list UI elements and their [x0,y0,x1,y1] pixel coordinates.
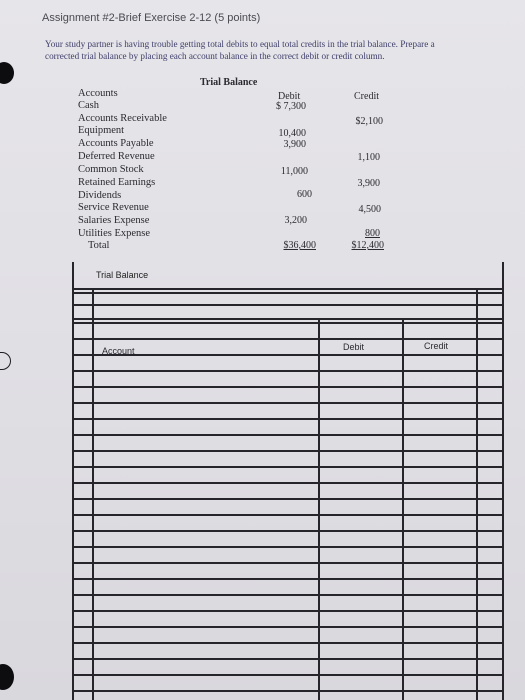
grid-line [72,288,504,290]
tb-credit-total: $12,400 [351,240,384,251]
grid-line [72,626,504,628]
grid-line [72,292,504,294]
answer-worksheet-grid [72,262,504,700]
grid-line [72,690,504,692]
grid-line [72,322,504,324]
instructions-line-1: Your study partner is having trouble getting total debits to equal total credits in the trial balance. Prepare a [45,39,435,49]
grid-line [72,498,504,500]
tb-credit-retained-earnings: 3,900 [357,178,380,189]
binder-hole-bottom [0,664,14,690]
grid-line [72,386,504,388]
grid-line [72,354,504,356]
grid-line [72,594,504,596]
grid-line [72,546,504,548]
instructions-line-2: corrected trial balance by placing each account balance in the correct debit or credit column. [45,51,385,61]
debit-header: Debit [278,91,301,102]
credit-header: Credit [354,91,379,102]
tb-account-dividends: Dividends [78,190,122,201]
tb-debit-dividends: 600 [297,189,312,200]
grid-line [72,370,504,372]
tb-account-utilities-expense: Utilities Expense [78,228,151,239]
instructions [45,38,517,62]
tb-debit-equipment: 10,400 [278,128,306,139]
accounts-header: Accounts [78,88,118,99]
tb-account-cash: Cash [78,100,99,111]
grid-line [72,450,504,452]
tb-account-service-revenue: Service Revenue [78,202,149,213]
grid-line [72,514,504,516]
grid-line [72,530,504,532]
tb-credit-deferred-revenue: 1,100 [357,152,380,163]
tb-account-total: Total [88,240,110,251]
tb-account-accounts-receivable: Accounts Receivable [78,113,167,124]
worksheet-account-header: Account [102,346,135,356]
grid-line [72,610,504,612]
grid-line [72,642,504,644]
grid-line [72,434,504,436]
grid-line [72,658,504,660]
trial-balance-title: Trial Balance [200,77,258,88]
grid-line [72,466,504,468]
worksheet-credit-header: Credit [424,341,449,351]
tb-credit-service-revenue: 4,500 [358,204,381,215]
grid-border-right [502,262,504,700]
tb-debit-cash: $ 7,300 [276,101,306,112]
tb-credit-utilities-expense: 800 [365,228,380,239]
grid-line [72,562,504,564]
tb-credit-accounts-receivable: $2,100 [355,116,383,127]
binder-hole-top [0,62,14,84]
tb-debit-accounts-payable: 3,900 [283,139,306,150]
worksheet-debit-header: Debit [343,342,365,352]
grid-line [72,304,504,306]
tb-account-salaries-expense: Salaries Expense [78,215,150,226]
tb-debit-salaries-expense: 3,200 [284,215,307,226]
assignment-heading: Assignment #2-Brief Exercise 2-12 (5 points) [42,12,261,24]
tb-account-accounts-payable: Accounts Payable [78,138,154,149]
grid-line [72,338,504,340]
grid-line [72,482,504,484]
tb-account-equipment: Equipment [78,125,125,136]
tb-debit-total: $36,400 [283,240,316,251]
tb-account-common-stock: Common Stock [78,164,144,175]
grid-line [72,674,504,676]
grid-line [72,318,504,320]
grid-line [72,402,504,404]
binder-hole-middle [0,352,11,370]
tb-account-deferred-revenue: Deferred Revenue [78,151,155,162]
grid-line [72,578,504,580]
grid-border-left [72,262,74,700]
worksheet-title: Trial Balance [96,270,149,280]
grid-line [72,418,504,420]
grid-inner-right [476,288,478,700]
grid-inner-left [92,288,94,700]
tb-debit-common-stock: 11,000 [280,166,308,177]
tb-account-retained-earnings: Retained Earnings [78,177,156,188]
